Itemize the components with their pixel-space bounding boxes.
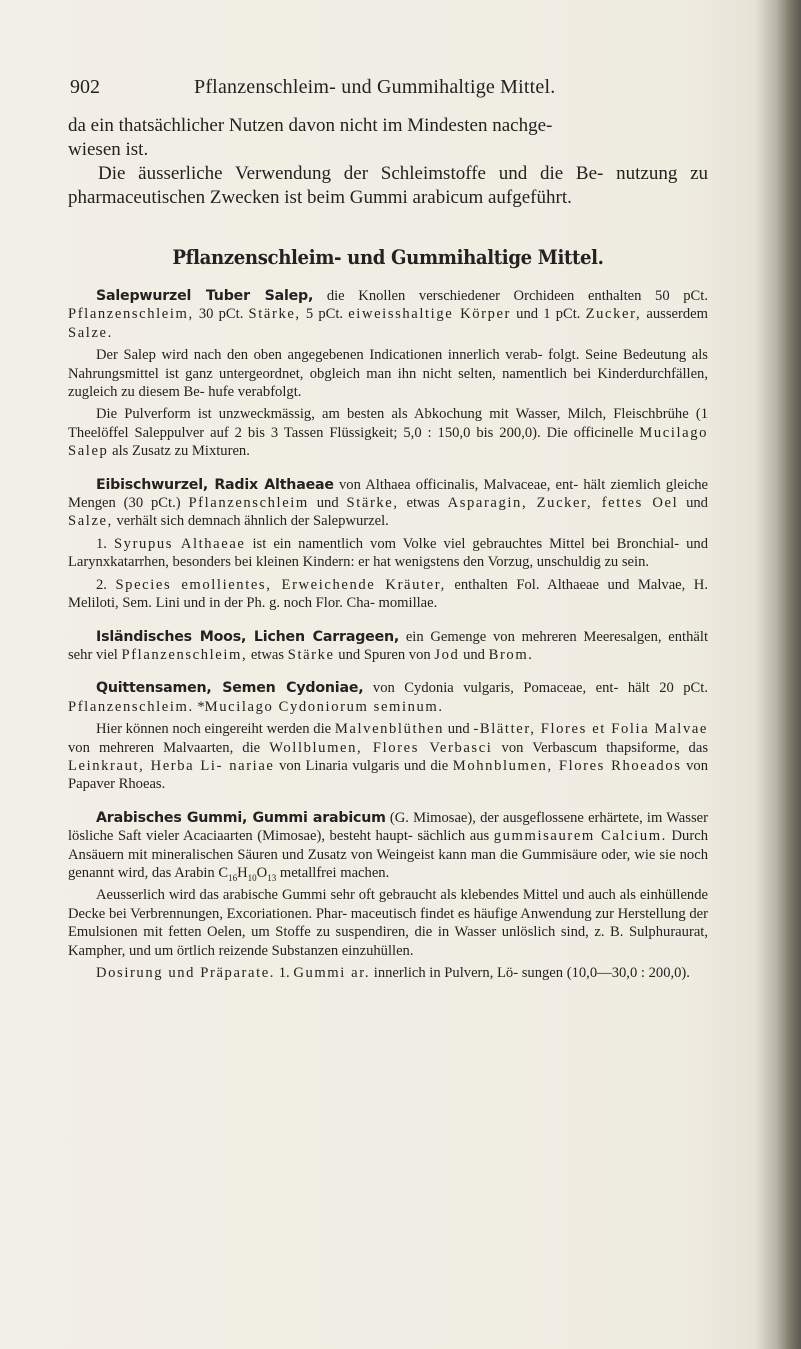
gummi-heading: Arabisches Gummi, Gummi arabicum xyxy=(96,809,386,826)
quitten-additional-paragraph: Hier können noch eingereiht werden die Malvenblüthen und -Blätter, Flores et Folia Malvae von mehreren Malvaarten, die Wollblumen, Flores Verbasci von Verbascum thapsiforme, das Leinkraut, Herba Li- nariae von Linaria vulgaris und die Mohnblumen, Flores Rhoeados von Papaver Rhoeas. xyxy=(68,721,708,793)
gummi-usage-paragraph: Aeusserlich wird das arabische Gummi sehr oft gebraucht als klebendes Mittel und auch als einhüllende Decke bei Verbrennungen, Excoriationen. Phar- maceutisch findet es häufige Anwendung zur Herstellung der Emulsionen mit fetten Oelen, um Stoffe zu suspendiren, die in Wasser unlöslich sind, z. B. Sulphuraurat, Kampher, und um örtlich reizende Substanzen einzuhüllen. xyxy=(68,887,708,959)
salep-form-paragraph: Die Pulverform ist unzweckmässig, am besten als Abkochung mit Wasser, Milch, Fleischbrühe (1 Theelöffel Saleppulver auf 2 bis 3 Tassen Flüssigkeit; 5,0 : 150,0 bis 200,0). Die officinelle Mucilago Salep als Zusatz zu Mixturen. xyxy=(68,406,708,460)
quitten-heading: Quittensamen, Semen Cydoniae, xyxy=(96,680,364,697)
althaea-paragraph: Eibischwurzel, Radix Althaeae von Althaea officinalis, Malvaceae, ent- hält ziemlich gleiche Mengen (30 pCt.) Pflanzenschleim und Stärke, etwas Asparagin, Zucker, fettes Oel und Salze, verhält sich demnach ähnlich der Salepwurzel. xyxy=(68,476,709,530)
althaea-heading: Eibischwurzel, Radix Althaeae xyxy=(96,476,334,493)
gummi-paragraph: Arabisches Gummi, Gummi arabicum (G. Mimosae), der ausgeflossene erhärtete, im Wasser lösliche Saft vieler Acaciaarten (Mimosae), besteht haupt- sächlich aus gummisaurem Calcium. Durch Ansäuern mit mineralischen Säuren und Zusatz von Weingeist kann man die Gummisäure oder, wie sie noch genannt wird, das Arabin $C_{16}H_{10}O_{13}$ metallfrei machen. xyxy=(68,809,708,883)
section-title: Pflanzenschleim- und Gummihaltige Mittel. xyxy=(172,246,604,269)
page-edge-shadow xyxy=(756,0,801,1349)
moos-heading: Isländisches Moos, Lichen Carrageen, xyxy=(96,628,400,645)
althaea-item-1: 1. Syrupus Althaeae ist ein namentlich vom Volke viel gebrauchtes Mittel bei Bronchial- und Larynxkatarrhen, besonders bei kleinen Kindern: er hat wenigstens den Vorzug, unschuldig zu sein. xyxy=(68,535,708,571)
page-header xyxy=(70,76,630,106)
gummi-dosage-paragraph: Dosirung und Präparate. 1. Gummi ar. innerlich in Pulvern, Lö- sungen (10,0—30,0 : 200,0). xyxy=(96,965,690,981)
salep-usage-paragraph: Der Salep wird nach den oben angegebenen Indicationen innerlich verab- folgt. Seine Bedeutung als Nahrungsmittel ist ganz untergeordnet, obgleich man ihn nicht selten, namentlich bei Kinderdurchfällen, zugleich zu diesem Be- hufe verabfolgt. xyxy=(68,347,708,401)
running-title: Pflanzenschleim- und Gummihaltige Mittel. xyxy=(194,76,556,98)
page-body xyxy=(68,114,708,982)
quitten-paragraph: Quittensamen, Semen Cydoniae, von Cydonia vulgaris, Pomaceae, ent- hält 20 pCt. Pflanzenschleim. *Mucilago Cydoniorum seminum. xyxy=(68,680,708,715)
salep-heading: Salepwurzel Tuber Salep, xyxy=(96,288,314,304)
moos-paragraph: Isländisches Moos, Lichen Carrageen, ein Gemenge von mehreren Meeresalgen, enthält sehr viel Pflanzenschleim, etwas Stärke und Spuren von Jod und Brom. xyxy=(68,628,708,663)
intro-line-2: wiesen ist. xyxy=(68,139,149,160)
intro-line-1: da ein thatsächlicher Nutzen davon nicht im Mindesten nachge- xyxy=(68,115,553,136)
althaea-item-2: 2. Species emollientes, Erweichende Kräuter, enthalten Fol. Althaeae und Malvae, H. Meliloti, Sem. Lini und in der Ph. g. noch Flor. Cha- momillae. xyxy=(68,576,708,612)
salep-paragraph: Salepwurzel Tuber Salep, die Knollen verschiedener Orchideen enthalten 50 pCt. Pflanzenschleim, 30 pCt. Stärke, 5 pCt. eiweisshaltige Körper und 1 pCt. Zucker, ausserdem Salze. xyxy=(68,288,708,341)
page-number: 902 xyxy=(70,76,100,98)
intro-paragraph-1 xyxy=(68,114,708,162)
intro-paragraph-2: Die äusserliche Verwendung der Schleimstoffe und die Be- nutzung zu pharmaceutischen Zwecken ist beim Gummi arabicum aufgeführt. xyxy=(68,163,708,208)
